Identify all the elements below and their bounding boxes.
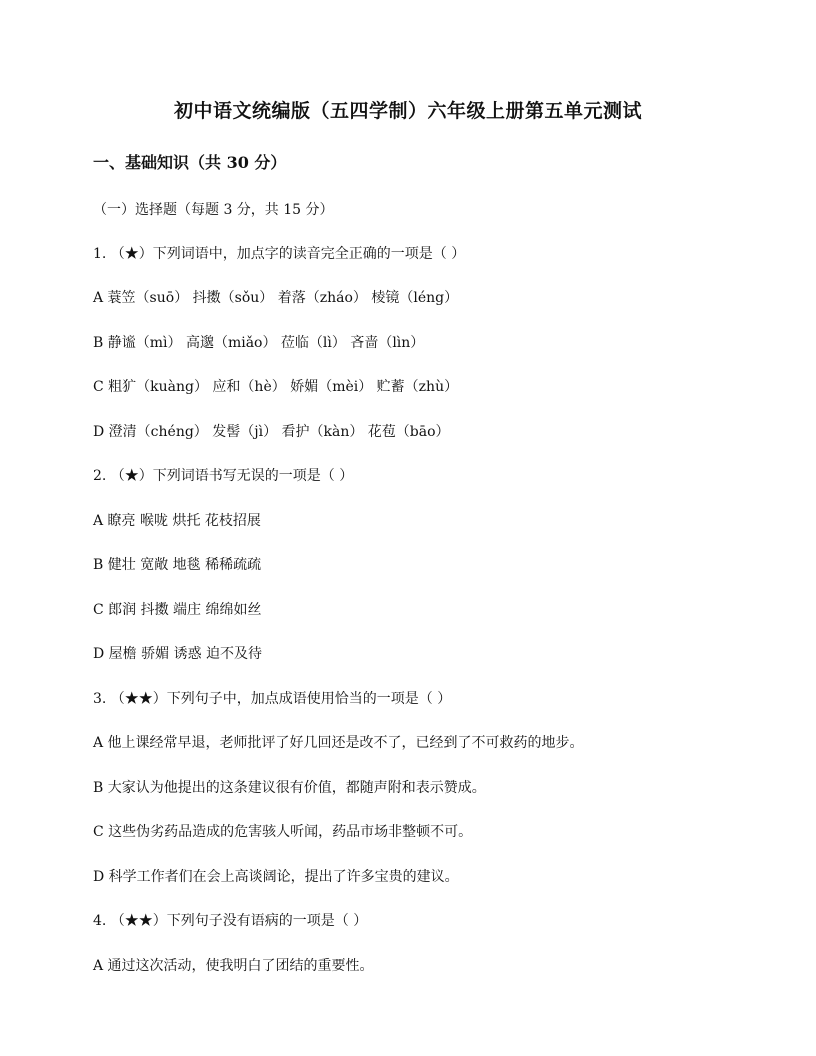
section-heading-basic-knowledge: 一、基础知识（共 30 分） xyxy=(93,153,287,172)
exam-title: 初中语文统编版（五四学制）六年级上册第五单元测试 xyxy=(173,100,642,122)
question-2-option-a: A 瞭亮 喉咙 烘托 花枝招展 xyxy=(93,513,261,529)
question-4-option-a: A 通过这次活动，使我明白了团结的重要性。 xyxy=(93,958,374,974)
question-1-option-d: D 澄清（chéng） 发髻（jì） 看护（kàn） 花苞（bāo） xyxy=(93,424,450,440)
question-1-option-a: A 蓑笠（suō） 抖擞（sǒu） 着落（zháo） 棱镜（léng） xyxy=(93,290,459,306)
question-3-option-c: C 这些伪劣药品造成的危害骇人听闻，药品市场非整顿不可。 xyxy=(93,824,473,840)
question-3-option-d: D 科学工作者们在会上高谈阔论，提出了许多宝贵的建议。 xyxy=(93,869,459,885)
question-3-option-a: A 他上课经常早退，老师批评了好几回还是改不了，已经到了不可救药的地步。 xyxy=(93,735,584,751)
question-3-option-b: B 大家认为他提出的这条建议很有价值，都随声附和表示赞成。 xyxy=(93,780,486,796)
question-2-stem: 2. （★）下列词语书写无误的一项是（ ） xyxy=(93,468,354,484)
question-2-option-d: D 屋檐 骄媚 诱惑 迫不及待 xyxy=(93,646,263,662)
question-2-option-b: B 健壮 宽敞 地毯 稀稀疏疏 xyxy=(93,557,262,573)
subsection-heading-multiple-choice: （一）选择题（每题 3 分，共 15 分） xyxy=(93,202,334,218)
question-3-stem: 3. （★★）下列句子中，加点成语使用恰当的一项是（ ） xyxy=(93,691,452,707)
question-4-stem: 4. （★★）下列句子没有语病的一项是（ ） xyxy=(93,913,368,929)
question-2-option-c: C 郎润 抖擞 端庄 绵绵如丝 xyxy=(93,602,262,618)
question-1-option-c: C 粗犷（kuàng） 应和（hè） 娇媚（mèi） 贮蓄（zhù） xyxy=(93,379,459,395)
question-1-option-b: B 静谧（mì） 高邈（miǎo） 莅临（lì） 吝啬（lìn） xyxy=(93,335,425,351)
question-1-stem: 1. （★）下列词语中，加点字的读音完全正确的一项是（ ） xyxy=(93,246,466,262)
